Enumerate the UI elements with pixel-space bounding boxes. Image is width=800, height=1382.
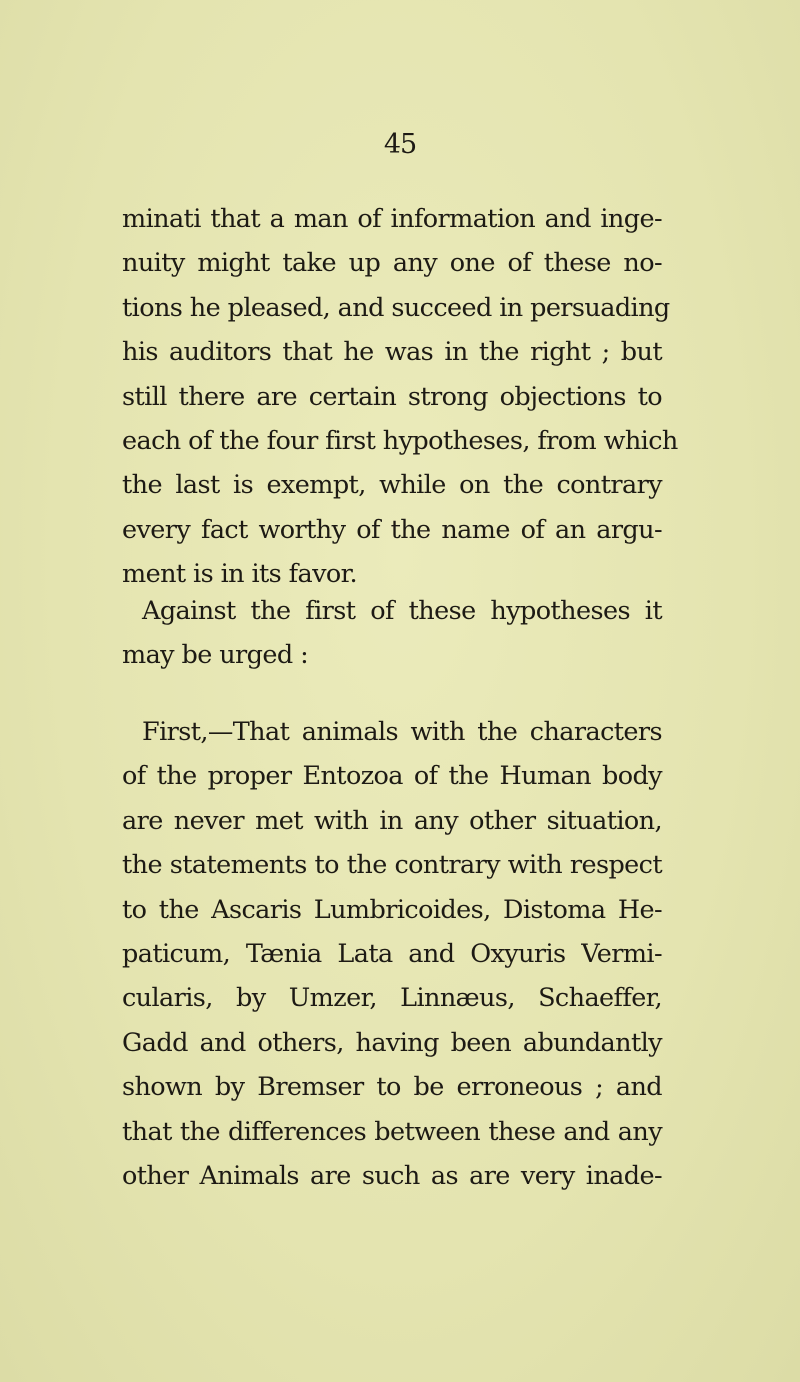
text-line: paticum, Tænia Lata and Oxyuris Vermi- [122,938,662,969]
text-line: ment is in its favor. [122,559,357,590]
text-line: of the proper Entozoa of the Human body [122,761,662,792]
text-line: Against the first of these hypotheses it [142,596,662,626]
text-line: shown by Bremser to be erroneous ; and [122,1072,662,1103]
text-line: to the Ascaris Lumbricoides, Distoma He- [122,894,662,925]
text-line: nuity might take up any one of these no- [122,248,662,279]
text-line: every fact worthy of the name of an argu- [122,514,662,545]
text-line: Gadd and others, having been abundantly [122,1027,662,1058]
text-line: tions he pleased, and succeed in persuading [122,292,670,323]
text-line: First,—That animals with the characters [142,717,662,747]
text-line: may be urged : [122,640,309,671]
text-line: that the differences between these and any [122,1116,662,1147]
text-line: the statements to the contrary with respect [122,850,662,881]
paragraph-2 [122,589,662,678]
text-line: cularis, by Umzer, Linnæus, Schaeffer, [122,983,662,1014]
text-line: each of the four first hypotheses, from which [122,425,678,456]
text-line: minati that a man of information and inge- [122,204,662,234]
paragraph-3 [122,710,662,1198]
paragraph-1 [122,197,678,597]
text-line: other Animals are such as are very inade- [122,1160,662,1191]
text-line: his auditors that he was in the right ; but [122,337,662,368]
text-line: the last is exempt, while on the contrary [122,470,662,501]
page-number: 45 [383,129,417,160]
text-line: still there are certain strong objections to [122,381,662,412]
text-line: are never met with in any other situation, [122,805,662,836]
